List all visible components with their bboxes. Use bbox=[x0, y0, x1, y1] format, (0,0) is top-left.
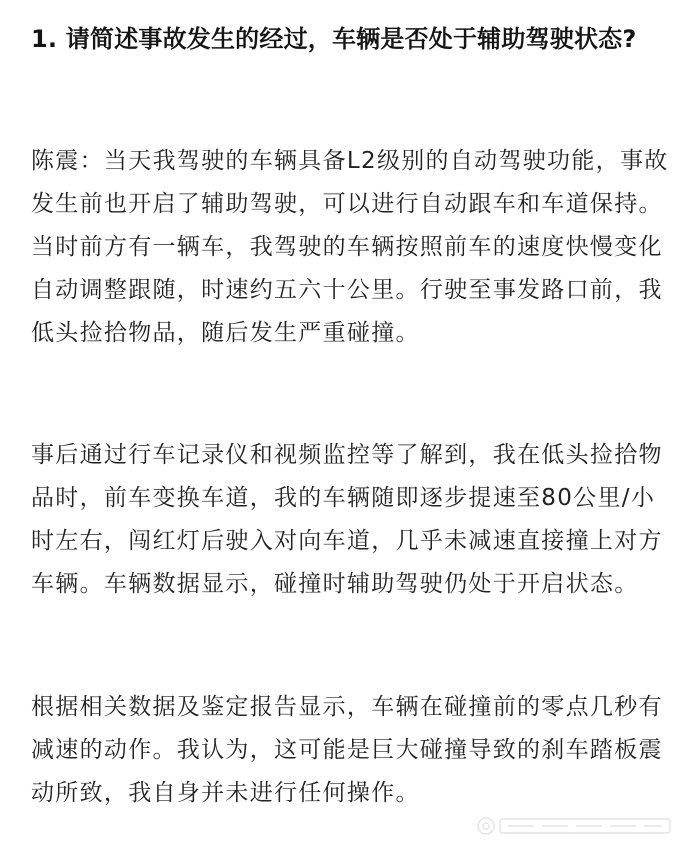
answer-paragraph-1: 陈震：当天我驾驶的车辆具备L2级别的自动驾驶功能，事故发生前也开启了辅助驾驶，可以进行自动跟车和车道保持。当时前方有一辆车，我驾驶的车辆按照前车的速度快慢变化自动调整跟随，时速约五六十公里。行驶至事发路口前，我低头捡拾物品，随后发生严重碰撞。 bbox=[31, 148, 669, 346]
watermark-icon bbox=[476, 814, 676, 838]
answer-paragraph-3: 根据相关数据及鉴定报告显示，车辆在碰撞前的零点几秒有减速的动作。我认为，这可能是巨大碰撞导致的刹车踏板震动所致，我自身并未进行任何操作。 bbox=[31, 694, 663, 806]
answer-paragraph-2: 事后通过行车记录仪和视频监控等了解到，我在低头捡拾物品时，前车变换车道，我的车辆随即逐步提速至80公里/小时左右，闯红灯后驶入对向车道，几乎未减速直接撞上对方车辆。车辆数据显示，碰撞时辅助驾驶仍处于开启状态。 bbox=[31, 442, 663, 597]
question-heading: 1. 请简述事故发生的经过，车辆是否处于辅助驾驶状态? bbox=[31, 25, 637, 53]
